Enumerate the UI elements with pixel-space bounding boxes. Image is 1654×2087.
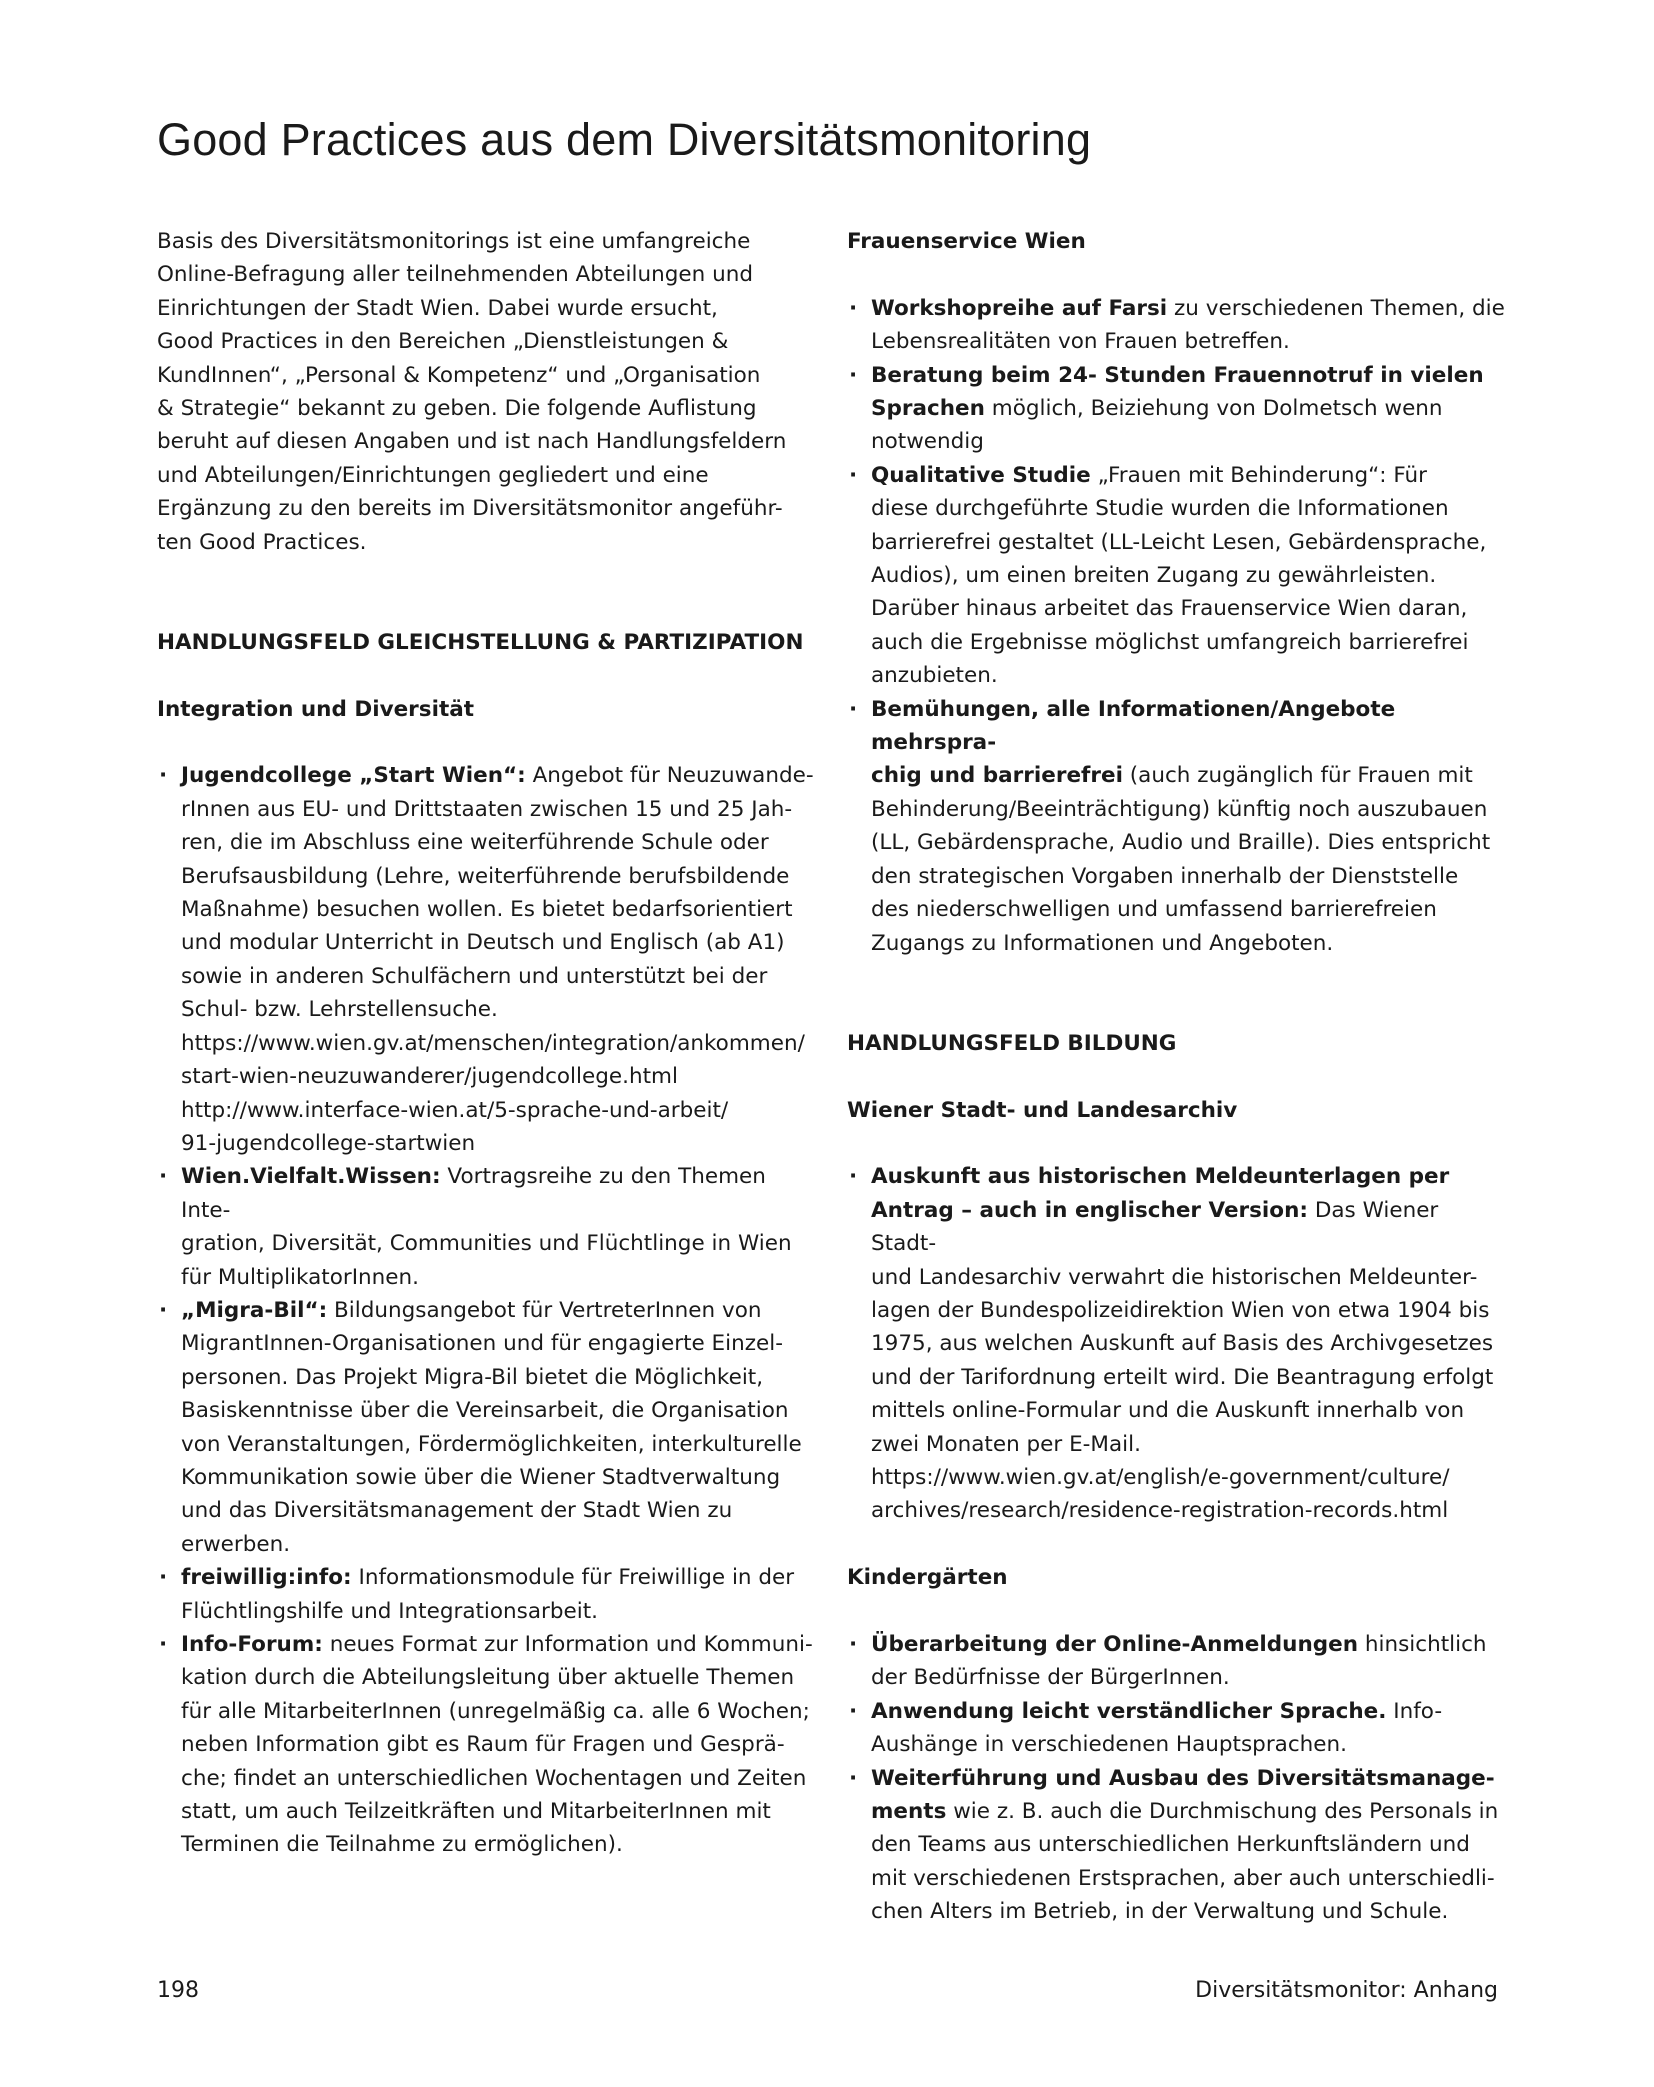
item-title: Jugendcollege „Start Wien“: xyxy=(181,763,526,789)
item-title: Beratung beim 24- Stunden Frauennotruf in vielen Sprachen xyxy=(871,362,1484,422)
footer-section-title: Diversitätsmonitor: Anhang xyxy=(1195,1978,1498,2003)
item-title: Wien.Vielfalt.Wissen: xyxy=(181,1164,441,1190)
list-item xyxy=(847,1695,1507,1762)
list-item xyxy=(847,359,1507,459)
item-title: Überarbeitung der Online-Anmeldungen xyxy=(871,1631,1359,1657)
item-text: Angebot für Neuzuwande- rInnen aus EU- und Drittstaaten zwischen 15 und 25 Jah- ren, die im Abschluss eine weiterführende Schule oder Berufsausbildung (Lehre, weiterführende berufsbildende Maßnahme) besuchen wollen. Es bietet bedarfsorientiert und modular Unterricht in Deutsch und Englisch (ab A1) sowie in anderen Schulfächern und unterstützt bei der Schul- bzw. Lehrstellensuche. https://www.wien.gv.at/menschen/integration/ankommen/ start-wien-neuzuwanderer/jugendcollege.html http://www.interface-wien.at/5-sprache-und-arbeit/ 91-jugendcollege-startwien xyxy=(181,763,814,1156)
item-title: Weiterführung und Ausbau des Diversitätsmanage- ments xyxy=(871,1765,1495,1824)
item-text: zu verschiedenen Themen, die Lebensrealitäten von Frauen betreffen. xyxy=(871,295,1505,355)
subheading-archiv: Wiener Stadt- und Landesarchiv xyxy=(847,1097,1238,1123)
list-item xyxy=(847,292,1507,359)
list-item xyxy=(157,759,817,1160)
item-text: möglich, Beiziehung von Dolmetsch wenn notwendig xyxy=(871,396,1443,455)
list-item xyxy=(157,1294,817,1561)
item-text: wie z. B. auch die Durchmischung des Personals in den Teams aus unterschiedlichen Herkunftsländern und mit verschiedenen Erstsprachen, aber auch unterschiedli- chen Alters im Betrieb, in der Verwaltung und Schule. xyxy=(871,1799,1499,1925)
item-text: Informationsmodule für Freiwillige in der Flüchtlingshilfe und Integrationsarbeit. xyxy=(181,1565,795,1624)
section-heading-gleichstellung: HANDLUNGSFELD GLEICHSTELLUNG & PARTIZIPATION xyxy=(157,629,804,655)
item-title: Anwendung leicht verständlicher Sprache. xyxy=(871,1698,1387,1724)
item-title: freiwillig:info: xyxy=(181,1565,352,1591)
item-text: neues Format zur Information und Kommuni- kation durch die Abteilungsleitung über aktuelle Themen für alle MitarbeiterInnen (unregelmäßig ca. alle 6 Wochen; neben Information gibt es Raum für Fragen und Gesprä- che; findet an unterschiedlichen Wochentagen und Zeiten statt, um auch Teilzeitkräften und MitarbeiterInnen mit Terminen die Teilnahme zu ermöglichen). xyxy=(181,1632,813,1858)
integration-list xyxy=(157,759,817,1861)
item-text: hinsichtlich der Bedürfnisse der BürgerInnen. xyxy=(871,1631,1487,1691)
list-item xyxy=(847,1628,1507,1695)
item-text: „Frauen mit Behinderung“: Für diese durchgeführte Studie wurden die Informationen barrierefrei gestaltet (LL-Leicht Lesen, Gebärdensprache, Audios), um einen breiten Zugang zu gewährleisten. Darüber hinaus arbeitet das Frauenservice Wien daran, auch die Ergebnisse möglichst umfangreich barrierefrei anzubieten. xyxy=(871,462,1487,689)
list-item xyxy=(157,1561,817,1628)
list-item xyxy=(847,1160,1507,1527)
kindergaerten-list xyxy=(847,1628,1507,1929)
right-column xyxy=(847,225,1507,1929)
subheading-integration: Integration und Diversität xyxy=(157,696,475,722)
section-heading-bildung: HANDLUNGSFELD BILDUNG xyxy=(847,1030,1177,1056)
list-item xyxy=(157,1628,817,1862)
list-item xyxy=(847,459,1507,693)
item-title: „Migra-Bil“: xyxy=(181,1297,328,1323)
item-text: Bildungsangebot für VertreterInnen von MigrantInnen-Organisationen und für engagierte Einzel- personen. Das Projekt Migra-Bil bietet die Möglichkeit, Basiskenntnisse über die Vereinsarbeit, die Organisation von Veranstaltungen, Fördermöglichkeiten, interkulturelle Kommunikation sowie über die Wiener Stadtverwaltung und das Diversitätsmanagement der Stadt Wien zu erwerben. xyxy=(181,1297,802,1557)
list-item xyxy=(157,1160,817,1294)
item-text: Das Wiener Stadt- und Landesarchiv verwahrt die historischen Meldeunter- lagen der Bundespolizeidirektion Wien von etwa 1904 bis 1975, aus welchen Auskunft auf Basis des Archivgesetzes und der Tarifordnung erteilt wird. Die Beantragung erfolgt mittels online-Formular und die Auskunft innerhalb von zwei Monaten per E-Mail. https://www.wien.gv.at/english/e-government/culture/ archives/research/residence-registration-records.html xyxy=(871,1197,1494,1524)
item-text: Info- Aushänge in verschiedenen Hauptsprachen. xyxy=(871,1698,1443,1758)
item-text: Vortragsreihe zu den Themen Inte- gration, Diversität, Communities und Flüchtlinge in Wien für MultiplikatorInnen. xyxy=(181,1164,792,1290)
archiv-list xyxy=(847,1160,1507,1527)
item-title: Info-Forum: xyxy=(181,1632,323,1658)
subheading-kindergaerten: Kindergärten xyxy=(847,1565,1008,1591)
item-title: Bemühungen, alle Informationen/Angebote mehrspra- chig und barrierefrei xyxy=(871,696,1396,789)
item-title: Auskunft aus historischen Meldeunterlagen per Antrag – auch in englischer Version: xyxy=(871,1164,1450,1223)
left-column xyxy=(157,225,817,1862)
item-title: Qualitative Studie xyxy=(871,462,1091,488)
list-item xyxy=(847,1762,1507,1929)
item-title: Workshopreihe auf Farsi xyxy=(871,295,1168,321)
page-number: 198 xyxy=(157,1978,199,2003)
subheading-frauenservice: Frauenservice Wien xyxy=(847,229,1086,254)
intro-paragraph: Basis des Diversitätsmonitorings ist eine umfangreiche Online-Befragung aller teilnehmenden Abteilungen und Einrichtungen der Stadt Wien. Dabei wurde ersucht, Good Practices in den Bereichen „Dienstleistungen & KundInnen“, „Personal & Kompetenz“ und „Organisation & Strategie“ bekannt zu geben. Die folgende Auflistung beruht auf diesen Angaben und ist nach Handlungsfeldern und Abteilungen/Einrichtungen gegliedert und eine Ergänzung zu den bereits im Diversitätsmonitor angeführ- ten Good Practices. xyxy=(157,229,787,555)
page-title: Good Practices aus dem Diversitätsmonitoring xyxy=(157,114,1092,165)
frauenservice-list xyxy=(847,292,1507,960)
item-text: (auch zugänglich für Frauen mit Behinderung/Beeinträchtigung) künftig noch auszubauen (LL, Gebärdensprache, Audio und Braille). Dies entspricht den strategischen Vorgaben innerhalb der Dienststelle des niederschwelligen und umfassend barrierefreien Zugangs zu Informationen und Angeboten. xyxy=(871,763,1491,956)
list-item xyxy=(847,693,1507,960)
